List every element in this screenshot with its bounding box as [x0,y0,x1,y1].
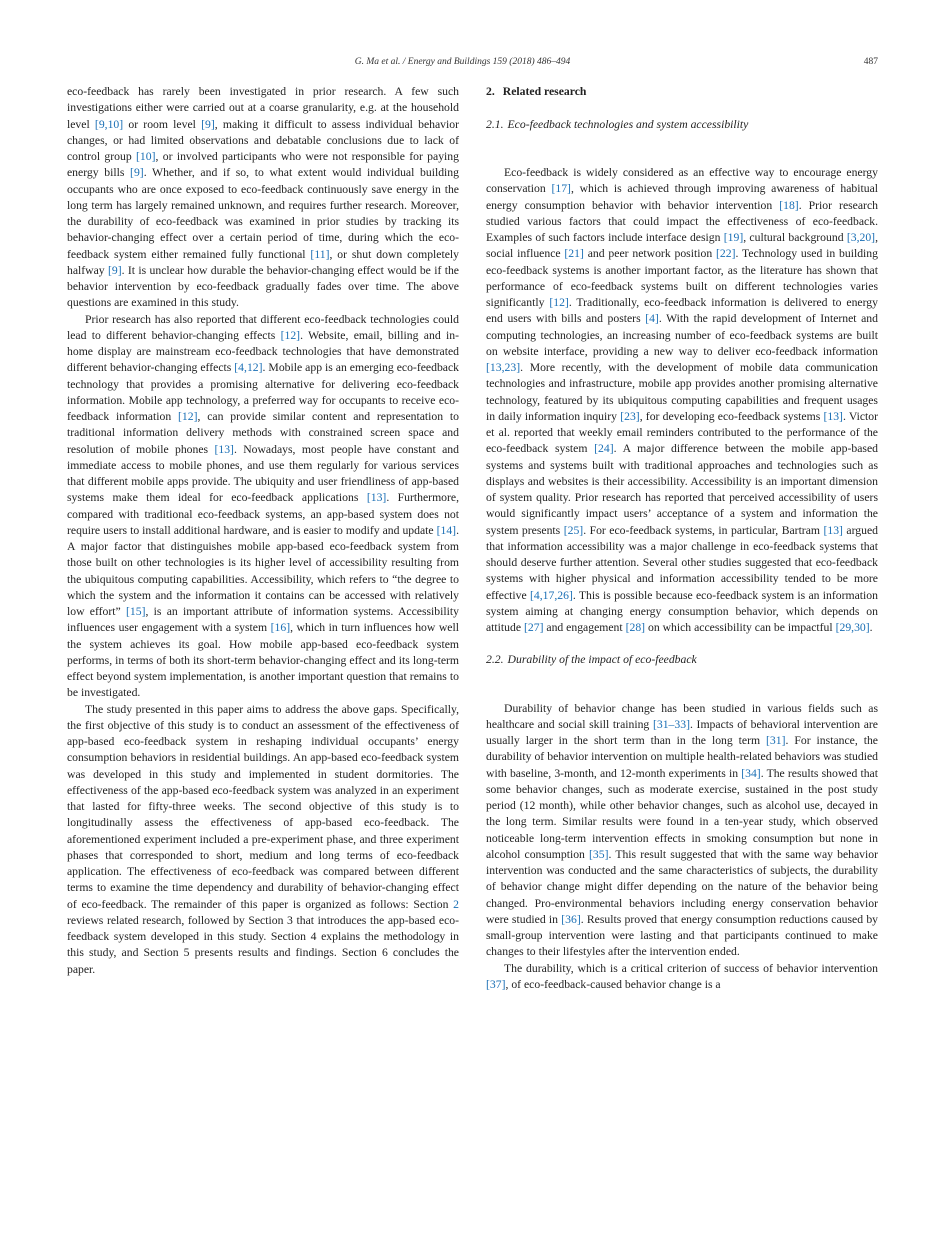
subsection-number: 2.1. [486,117,504,131]
reference-link[interactable]: [9,10] [94,117,124,131]
paragraph [486,701,878,961]
text-run: . The results showed that some behavior changes, such as moderate exercise, sustained in the post study period (12 month), while other behavior changes, such as alcohol use, decayed in the long term. Similar results were found in a ten-year study, which observed noticeable long-term intervention effects in smoking consumption but none in alcohol consumption [486,766,878,861]
reference-link[interactable]: [31] [766,734,786,747]
reference-link[interactable]: [21] [564,247,584,261]
reference-link[interactable]: [4] [645,312,659,326]
text-run: . [869,621,873,634]
reference-link[interactable]: [28] [625,621,646,634]
reference-link[interactable]: [13,23] [486,361,521,374]
reference-link[interactable]: [18] [779,198,799,212]
text-run: and engagement [543,621,626,634]
text-run: and peer network position [583,247,716,261]
reference-link[interactable]: [27] [523,621,544,634]
running-header [0,57,925,71]
reference-link[interactable]: [4,12] [234,361,263,375]
reference-link[interactable]: [37] [486,977,506,991]
subsection-title: Eco-feedback technologies and system accessibility [507,117,749,131]
right-column [486,84,878,993]
reference-link[interactable]: [34] [741,766,761,780]
text-run: or room level [123,117,202,131]
reference-link[interactable]: [13] [366,491,387,505]
text-run: , social influence [486,231,878,261]
paragraph [67,702,459,978]
subsection-title: Durability of the impact of eco-feedback [507,653,697,667]
reference-link[interactable]: [13] [823,523,843,537]
reference-link[interactable]: [19] [723,231,744,244]
text-run: . A major difference between the mobile app-based systems and systems built with traditional approaches and technologies such as displays and websites is their accessibility. Accessibility is an important dimension of system quality. Prior research has reported that perceived accessibility of users would significantly impact users’ acceptance of a system and information the system presents [486,442,878,537]
text-run: . Furthermore, compared with traditional eco-feedback systems, an app-based system does not require users to install additional hardware, and is easier to modify and update [67,491,460,537]
reference-link[interactable]: [36] [561,912,581,926]
subsection-heading [486,652,878,668]
text-run: , making it difficult to assess individual behavior changes, or had limited observations and debatable conclusions due to lack of control group [67,117,459,163]
reference-link[interactable]: [9] [108,263,122,277]
section-title: Related research [502,85,587,98]
reference-link[interactable]: [29,30] [835,621,870,634]
text-run: . More recently, with the development of mobile data communication technologies and infrastructure, mobile app provides another promising alternative technology, featured by its ubiquitous computing capabilities and frequent usages in daily information inquiry [486,361,878,423]
reference-link[interactable]: [22] [716,247,736,261]
reference-link[interactable]: [12] [280,328,301,342]
text-run: eco-feedback has rarely been investigated in prior research. A few such investigations either were carried out at a coarse granularity, e.g. at the household level [67,85,459,131]
text-run: . Prior research studied various factors that could impact the effectiveness of eco-feedback. Examples of such factors include interface design [486,198,878,244]
text-run: . This is possible because eco-feedback system is an information system aiming at changing energy consumption behavior, which depends on attitude [486,588,878,634]
text-run: . This result suggested that with the same way behavior intervention was conducted and the same characteristics of subjects, the durability of behavior change might differ depending on the nature of the behavior being changed. Pro-environmental behaviors including energy conservation behavior were studied in [486,847,878,926]
text-run: The study presented in this paper aims to address the above gaps. Specifically, the first objective of this study is to conduct an assessment of the effectiveness of app-based eco-feedback system in reshaping individual occupants’ energy consumption behaviors in residential buildings. An app-based eco-feedback system was developed in this study and implemented in student dormitories. The effectiveness of the app-based eco-feedback system was analyzed in an experiment that lasted for fifty-three weeks. The second objective of this study is to longitudinally assess the effectiveness of app-based eco-feedback. The aforementioned experiment included a pre-experiment phase, and three experiment phases that corresponded to short, medium and long terms of eco-feedback application. The effectiveness of eco-feedback was compared between different terms to examine the time dependency and durability of behavior-changing effect of eco-feedback. The remainder of this paper is organized as follows: Section [67,702,459,911]
text-run: , can provide similar content and representation to traditional information delivery methods with constrained screen space and resolution of mobile phones [67,410,459,456]
text-run: . Mobile app is an emerging eco-feedback technology that provides a promising alternative for delivering eco-feedback information. Mobile app technology, a preferred way for occupants to receive eco-feedback information [67,361,459,423]
reference-link[interactable]: [11] [310,247,330,261]
reference-link[interactable]: [13] [214,442,234,456]
text-run: , for developing eco-feedback systems [639,409,824,423]
paragraph [67,84,459,312]
left-column [67,84,459,978]
reference-link[interactable]: [16] [270,621,291,635]
text-run: argued that information accessibility was a major challenge in eco-feedback systems that should deserve further attention. Several other studies suggested that eco-feedback systems with higher physical and information accessibility tended to be more effective [486,523,878,602]
text-run: , or shut down completely halfway [67,247,459,277]
reference-link[interactable]: [23] [620,409,640,423]
text-run: . For instance, the durability of behavior intervention on multiple health-related behaviors was studied with baseline, 3-month, and 12-month experiments in [486,734,878,780]
reference-link[interactable]: [9] [201,117,215,131]
reference-link[interactable]: 2 [453,897,459,911]
reference-link[interactable]: [12] [549,296,569,309]
reference-link[interactable]: [10] [136,150,156,163]
section-number: 2. [486,85,495,98]
section-heading [486,84,878,100]
text-run: . With the rapid development of Internet and computing technologies, an increasing number of eco-feedback systems are built on website interface, providing a new way to deliver eco-feedback information [486,312,878,358]
text-run: . Technology used in building eco-feedback systems is another important factor, as the literature has shown that performance of eco-feedback systems built on different technologies varies significantly [486,247,878,309]
reference-link[interactable]: [4,17,26] [529,588,573,602]
page-number: 487 [863,57,878,67]
text-run: Eco-feedback is widely considered as an effective way to encourage energy conservation [486,166,878,196]
text-run: . Traditionally, eco-feedback information is delivered to energy end users with bills and posters [486,296,878,326]
reference-link[interactable]: [3,20] [846,231,876,244]
text-run: . For eco-feedback systems, in particular, Bartram [583,523,824,537]
paragraph [67,312,459,702]
text-run: The durability, which is a critical criterion of success of behavior intervention [504,961,878,975]
reference-link[interactable]: [25] [563,523,584,537]
running-title: G. Ma et al. / Energy and Buildings 159 (2018) 486–494 [354,57,571,67]
text-run: , or involved participants who were not responsible for paying energy bills [67,150,459,180]
text-run: , is an important attribute of information systems. Accessibility influences user engagement with a system [67,605,459,635]
reference-link[interactable]: [31–33] [652,717,690,731]
text-run: , of eco-feedback-caused behavior change is a [505,977,721,991]
paragraph [486,961,878,994]
reference-link[interactable]: [17] [551,182,571,196]
text-run: Prior research has also reported that different eco-feedback technologies could lead to different behavior-changing effects [67,312,459,342]
reference-link[interactable]: [24] [594,442,614,456]
reference-link[interactable]: [9] [130,166,144,180]
text-run: . Impacts of behavioral intervention are usually larger in the short term than in the long term [486,717,878,747]
reference-link[interactable]: [15] [126,605,146,618]
text-run: . Victor et al. reported that weekly email reminders contributed to the performance of the eco-feedback system [486,409,879,456]
text-run: . Results proved that energy consumption reductions caused by small-group intervention were lasting and that participants continued to make changes to their lifestyles after the intervention ended. [486,912,879,959]
text-run: . A major factor that distinguishes mobile app-based eco-feedback system from those built on other technologies is its higher level of accessibility resulting from the ubiquitous computing capabilities. Accessibility, which refers to “the degree to which the system and the information it contains can be accessed with relatively low effort” [67,523,459,618]
reference-link[interactable]: [14] [436,523,457,537]
text-run: . Nowadays, most people have constant and immediate access to mobile phones, and use them regularly for various services that different mobile apps provide. The ubiquity and user friendliness of app-based systems make them ideal for eco-feedback applications [67,442,459,505]
text-run: , which in turn influences how well the system achieves its goal. How mobile app-based eco-feedback system performs, in terms of both its short-term behavior-changing effect and its long-term effect beyond system implementation, is another important question that remains to be investigated. [67,621,459,700]
text-run: , cultural background [743,231,847,244]
text-run: on which accessibility can be impactful [645,621,836,634]
text-run: , which is achieved through improving awareness of habitual energy consumption behavior with behavior intervention [486,182,878,212]
subsection-number: 2.2. [486,653,504,667]
text-run: Durability of behavior change has been studied in various fields such as healthcare and social skill training [486,701,878,731]
reference-link[interactable]: [13] [823,409,843,423]
text-run: . Whether, and if so, to what extent would individual building occupants who are once exposed to eco-feedback continuously save energy in the long term has largely remained unknown, and requires further research. Moreover, the durability of eco-feedback was examined in prior studies by tracking its behavior-changing effect over a certain period of time, during which the eco-feedback system either remained fully functional [67,166,459,261]
paragraph [486,165,878,636]
text-run: . It is unclear how durable the behavior-changing effect would be if the behavior intervention by eco-feedback gradually fades over time. The above questions are examined in this study. [67,263,459,310]
subsection-heading [486,117,878,133]
reference-link[interactable]: [12] [177,410,198,423]
text-run: . Website, email, billing and in-home display are mainstream eco-feedback technologies that have demonstrated different behavior-changing effects [67,328,459,375]
reference-link[interactable]: [35] [589,847,609,861]
text-run: reviews related research, followed by Section 3 that introduces the app-based eco-feedback system developed in this study. Section 4 explains the methodology in this study, and Section 5 presents results and findings. Section 6 concludes the paper. [67,913,459,976]
